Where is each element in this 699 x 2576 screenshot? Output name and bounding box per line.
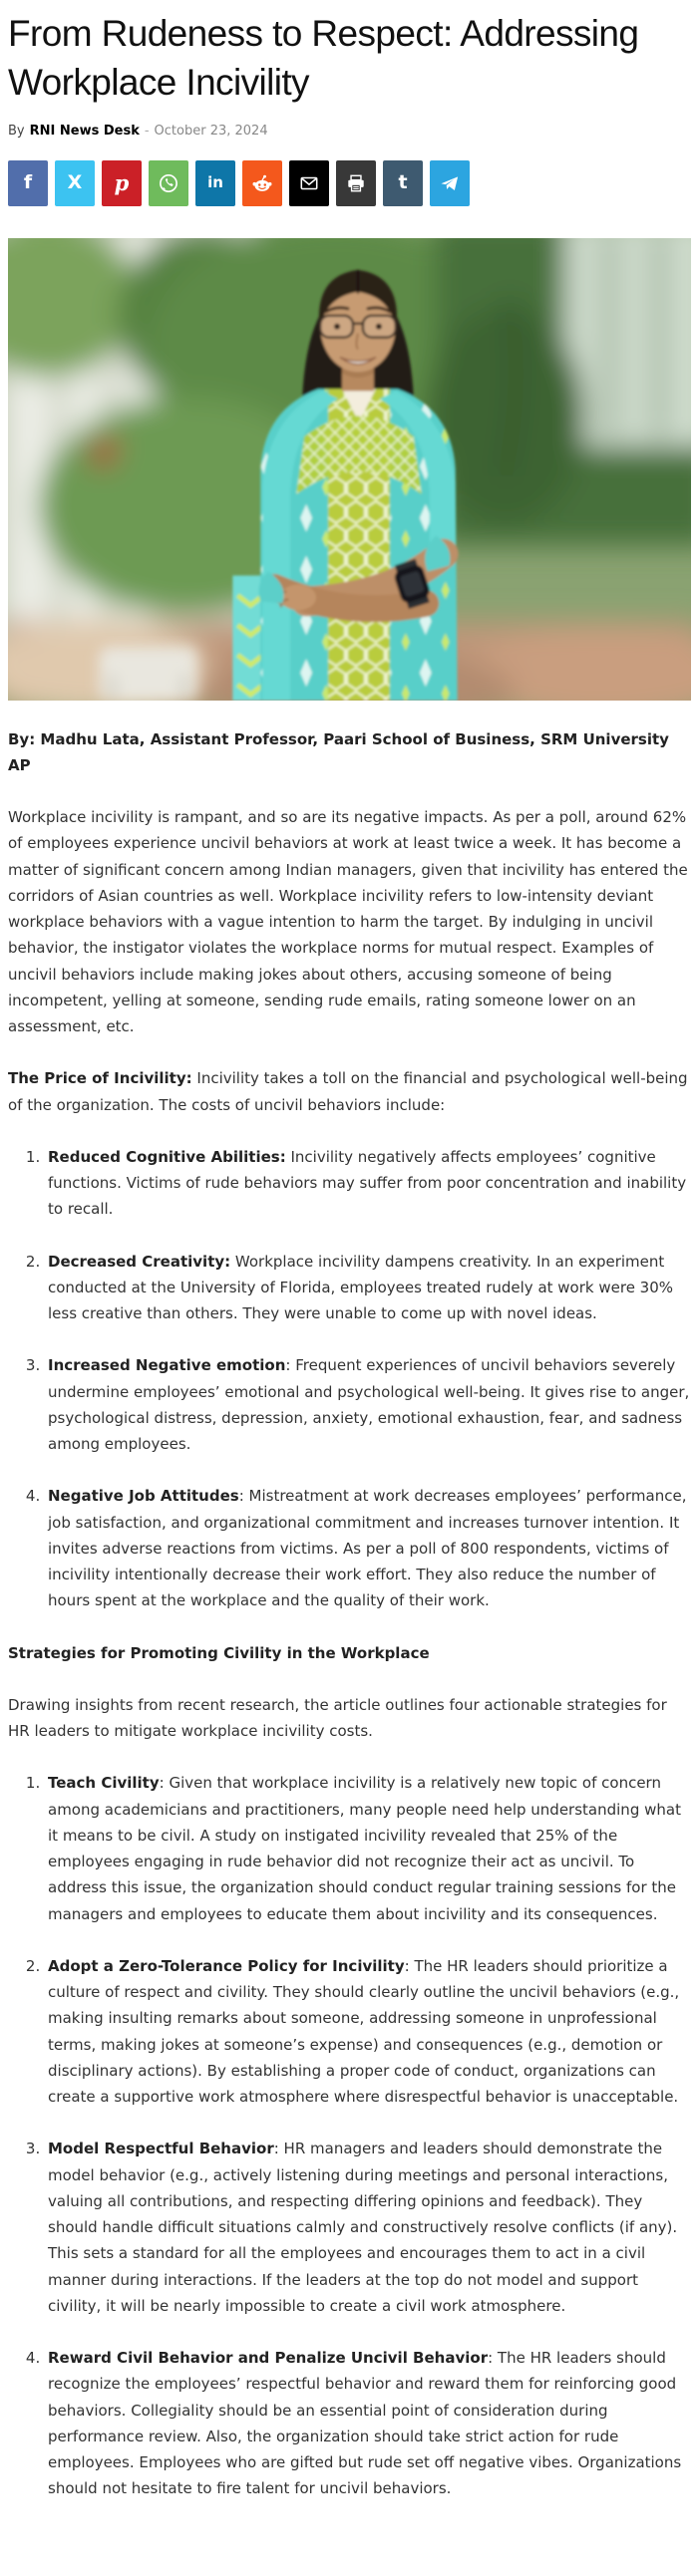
tumblr-icon: t bbox=[398, 171, 408, 194]
intro-paragraph: Workplace incivility is rampant, and so are its negative impacts. As per a poll, around 62% of employees experience uncivil behaviors at work at least twice a week. It has become a matter of significant concern among Indian managers, given that incivility has entered the corridors of Asian countries as well. Workplace incivility refers to low-intensity deviant workplace behaviors with a vague intention to harm the target. By indulging in uncivil behavior, the instigator violates the workplace norms for mutual respect. Examples of uncivil behaviors include making jokes about others, accusing someone of being incompetent, yelling at someone, sending rude emails, rating someone lower on an assessment, etc. bbox=[8, 808, 688, 1036]
share-print-button[interactable] bbox=[336, 160, 376, 206]
share-telegram-button[interactable] bbox=[430, 160, 470, 206]
byline-separator: - bbox=[144, 123, 150, 139]
print-icon bbox=[345, 172, 367, 194]
price-of-incivility-text: Incivility takes a toll on the financial and psychological well-being of the organization. The costs of uncivil behaviors include: bbox=[8, 1069, 688, 1114]
strategies-list bbox=[8, 1770, 691, 2501]
share-email-button[interactable] bbox=[289, 160, 329, 206]
list-item-label: Teach Civility bbox=[48, 1774, 160, 1793]
list-item-decreased-creativity bbox=[45, 1249, 691, 1327]
article-image bbox=[8, 238, 691, 701]
list-item-text: : HR managers and leaders should demonstrate the model behavior (e.g., actively listening during meetings and personal interactions, valuing all contributions, and respecting differing opinions and feedback). They should handle difficult situations calmly and constructively resolve conflicts (if any). This sets a standard for all the employees and encourages them to act in a civil manner during interactions. If the leaders at the top do not model and support civility, it will be nearly impossible to create a civil work atmosphere. bbox=[48, 2140, 678, 2315]
image-credit: By: Madhu Lata, Assistant Professor, Paari School of Business, SRM University AP bbox=[8, 729, 669, 774]
publish-date: October 23, 2024 bbox=[154, 123, 268, 139]
byline bbox=[8, 124, 691, 139]
share-tumblr-button[interactable] bbox=[383, 160, 423, 206]
linkedin-icon: in bbox=[207, 173, 223, 192]
price-of-incivility-heading: The Price of Incivility: bbox=[8, 1069, 192, 1088]
telegram-icon bbox=[439, 172, 461, 194]
author-link[interactable]: RNI News Desk bbox=[29, 123, 140, 139]
byline-by-label: By bbox=[8, 123, 25, 139]
list-item-text: : The HR leaders should recognize the employees’ respectful behavior and reward them for reinforcing good behaviors. Collegiality should be an essential point of consideration during performance review. Also, the organization should take strict action for rude employees. Employees who are gifted but rude set off negative vibes. Organizations should not hesitate to fire talent for uncivil behaviors. bbox=[48, 2349, 682, 2498]
list-item-label: Increased Negative emotion bbox=[48, 1356, 286, 1375]
pinterest-icon: p bbox=[114, 170, 130, 196]
share-facebook-button[interactable] bbox=[8, 160, 48, 206]
list-item-label: Reward Civil Behavior and Penalize Uncivil Behavior bbox=[48, 2349, 489, 2368]
list-item-reward-civil-behavior bbox=[45, 2345, 691, 2502]
article-photo-illustration bbox=[8, 238, 691, 701]
list-item-zero-tolerance-policy bbox=[45, 1953, 691, 2111]
list-item-label: Model Respectful Behavior bbox=[48, 2140, 274, 2158]
list-item-teach-civility bbox=[45, 1770, 691, 1927]
share-whatsapp-button[interactable] bbox=[149, 160, 188, 206]
price-of-incivility-paragraph bbox=[8, 1065, 691, 1118]
list-item-label: Decreased Creativity: bbox=[48, 1252, 231, 1271]
article-body bbox=[8, 804, 691, 2502]
list-item-text: : Mistreatment at work decreases employees’ performance, job satisfaction, and organizational commitment and increases turnover intention. It invites adverse reactions from victims. As per a poll of 800 respondents, victims of incivility intentionally decrease their work effort. They also reduce the number of hours spent at the workplace and the quality of their work. bbox=[48, 1487, 687, 1610]
list-item-negative-job-attitudes bbox=[45, 1483, 691, 1613]
list-item-label: Negative Job Attitudes bbox=[48, 1487, 239, 1506]
list-item-model-respectful-behavior bbox=[45, 2136, 691, 2319]
share-pinterest-button[interactable] bbox=[102, 160, 142, 206]
whatsapp-icon bbox=[158, 172, 179, 194]
list-item-text: : Given that workplace incivility is a relatively new topic of concern among academicians and practitioners, many people need help understanding what it means to be civil. A study on instigated incivility revealed that 25% of the employees engaging in rude behavior did not recognize their act as uncivil. To address this issue, the organization should conduct regular training sessions for the managers and employees to educate them about incivility and its consequences. bbox=[48, 1774, 681, 1923]
list-item-increased-negative-emotion bbox=[45, 1352, 691, 1457]
email-icon bbox=[298, 172, 320, 194]
list-item-reduced-cognitive-abilities bbox=[45, 1144, 691, 1223]
reddit-icon bbox=[250, 171, 274, 195]
list-item-text: Workplace incivility dampens creativity. In an experiment conducted at the University of Florida, employees treated rudely at work were 30% less creative than others. They were unable to come up with novel ideas. bbox=[48, 1252, 674, 1323]
strategies-heading: Strategies for Promoting Civility in the Workplace bbox=[8, 1643, 430, 1662]
share-x-button[interactable] bbox=[55, 160, 95, 206]
share-buttons-row bbox=[8, 160, 691, 206]
x-icon: X bbox=[67, 171, 83, 194]
list-item-label: Adopt a Zero-Tolerance Policy for Incivility bbox=[48, 1956, 405, 1975]
list-item-label: Reduced Cognitive Abilities: bbox=[48, 1147, 286, 1166]
costs-list bbox=[8, 1144, 691, 1614]
list-item-text: Incivility negatively affects employees’ cognitive functions. Victims of rude behaviors may suffer from poor concentration and inability to recall. bbox=[48, 1147, 687, 1219]
facebook-icon: f bbox=[23, 171, 33, 194]
list-item-text: : Frequent experiences of uncivil behaviors severely undermine employees’ emotional and psychological well-being. It gives rise to anger, psychological distress, depression, anxiety, emotional exhaustion, fear, and sadness among employees. bbox=[48, 1356, 690, 1454]
share-linkedin-button[interactable] bbox=[195, 160, 235, 206]
strategies-intro: Drawing insights from recent research, the article outlines four actionable strategies for HR leaders to mitigate workplace incivility costs. bbox=[8, 1695, 667, 1741]
share-reddit-button[interactable] bbox=[242, 160, 282, 206]
article-title: From Rudeness to Respect: Addressing Workplace Incivility bbox=[8, 13, 639, 103]
list-item-text: : The HR leaders should prioritize a culture of respect and civility. They should clearly outline the uncivil behaviors (e.g., making insulting remarks about someone, addressing someone in unprofessional terms, making jokes at someone’s expense) and consequences (e.g., demotion or disciplinary actions). By establishing a proper code of conduct, organizations can create a supportive work atmosphere where disrespectful behavior is unacceptable. bbox=[48, 1956, 680, 2107]
